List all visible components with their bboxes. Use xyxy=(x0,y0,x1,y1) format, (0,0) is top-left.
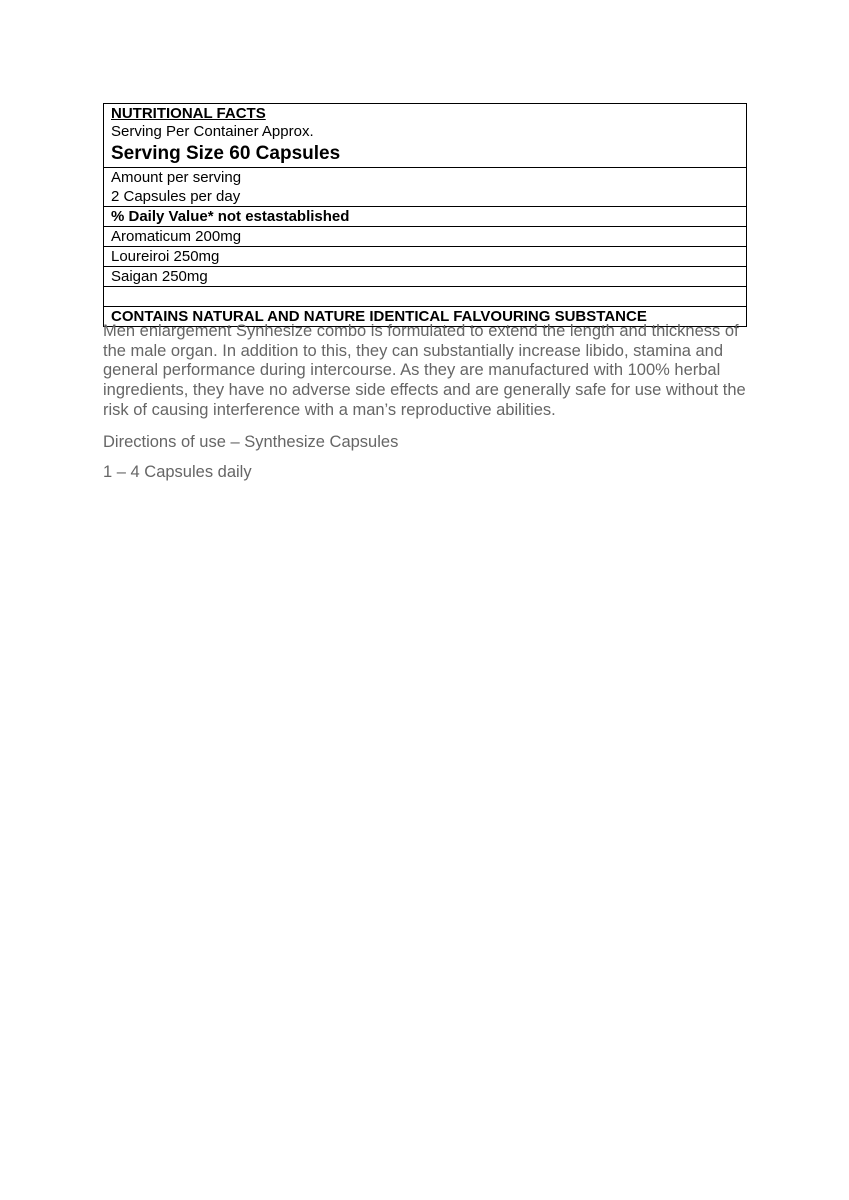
empty-row xyxy=(104,286,746,306)
directions-label: Directions of use – Synthesize Capsules xyxy=(103,433,399,451)
directions-dose: 1 – 4 Capsules daily xyxy=(103,463,252,481)
contains-text: CONTAINS NATURAL AND NATURE IDENTICAL FALVOURING SUBSTANCE xyxy=(111,308,647,325)
serving-size: Serving Size 60 Capsules xyxy=(111,143,341,164)
ingredient-saigan: Saigan 250mg xyxy=(111,268,208,285)
ingredient-row xyxy=(104,226,746,246)
serving-per-container: Serving Per Container Approx. xyxy=(111,123,314,140)
daily-value-row xyxy=(104,206,746,226)
ingredient-row xyxy=(104,246,746,266)
nutritional-facts-table xyxy=(103,103,747,327)
product-description: Men enlargement Synhesize combo is formulated to extend the length and thickness of the male organ. In addition to this, they can substantially increase libido, stamina and general performance during intercourse. As they are manufactured with 100% herbal ingredients, they have no adverse side effects and are generally safe for use without the risk of causing interference with a man’s reproductive abilities. xyxy=(103,322,746,419)
ingredient-row xyxy=(104,266,746,286)
capsules-per-day: 2 Capsules per day xyxy=(111,188,241,205)
amount-per-serving: Amount per serving xyxy=(111,169,242,186)
facts-header-row xyxy=(104,104,746,167)
ingredient-aromaticum: Aromaticum 200mg xyxy=(111,228,242,245)
ingredient-loureiroi: Loureiroi 250mg xyxy=(111,248,220,265)
facts-title: NUTRITIONAL FACTS xyxy=(111,105,266,122)
daily-value-text: % Daily Value* not estastablished xyxy=(111,208,350,225)
amount-row xyxy=(104,167,746,206)
